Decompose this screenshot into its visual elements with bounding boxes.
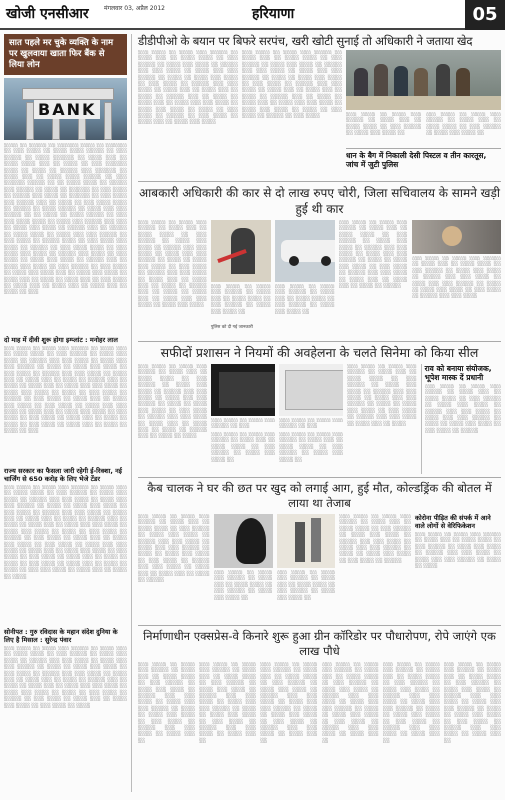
masthead [0,0,505,30]
story1-body: ░░░ ░░░░ ░░ ░░░░ ░░░ ░░░░░ ░░ ░░░░ ░░░ ░░ ░░░░ ░░░░ ░░ ░░░ ░░░░░ ░░ ░░░░ ░░░ ░░░░ ░░ ░░░░░ ░░░ ░░░ ░░░░ ░░ ░░░░ ░░░ ░░░ ░░░░░ ░░ ░░░░ ░░ ░░░░ ░░░ ░░░░ ░░ ░░░ ░░░░ ░░ ░░░░░ ░░░ ░░░ ░░░░ ░░ ░░░░ ░░░ ░░ ░░░░ ░░░ ░░ ░░░░ ░░ ░░░░░ ░░░ ░░ ░░░░ ░░ ░░░░ ░░░ ░░ ░░░░ ░░░ ░░░ ░░░░ ░░ ░░░░ ░░░ ░░░░ ░░ ░░░░ ░░ ░░░ ░░░░ ░░ ░░░░░ ░░ ░░░ ░░░░ ░░ ░░░░ ░░░ ░░ ░░░░ ░░░ ░░░░ ░░░ ░░░░ ░░ ░░░░ ░░░ ░░░░░ ░░ ░░░░ ░░░ ░░ ░░░░ ░░░░ ░░ ░░░ ░░░░░ ░░ ░░░░ ░░░ ░░░░ ░░ ░░░░░ ░░░ ░░░ ░░░░ ░░ ░░░░ ░░░ ░░░ ░░░░░ ░░ ░░░░ ░░ ░░░░ ░░░ ░░░░ ░░ ░░░ ░░░░ ░░ ░░░░░ ░░░ ░░░ ░░░░ ░░ ░░░░ ░░░ ░░ ░░░░ ░░░ ░░ ░░░░ ░░ ░░░░░ ░░░ ░░ ░░░░ ░░ ░░░░ ░░░ ░░ ░░░░ ░░░ ░░░ ░░░░ ░░ ░░░░ ░░░ ░░░░ ░░ ░░░░ ░░ ░░░ ░░░░ ░░ ░░░░░ ░░ ░░░ ░░░░ ░░░ ░░░░ ░░ ░░░░ ░░░ ░░░░░ ░░ ░░░░ ░░░ ░░ ░░░░ ░░░░ ░░ ░░░ ░░░░░ ░░ ░░░░ ░░░ ░░░░ ░░ ░░░ ░░░░ ░░ ░░░░ ░░░ ░░░░░ ░░ ░░░░ ░░░ ░░ ░░░░ ░░░░ ░░ ░░░ ░░░░░ ░░ ░░░░ ░░░ ░░░░ ░░ धान के बैग में निकाली देसी पिस्टल व तीन कारतूस, जांच में जुटी पुलिस [138,50,501,169]
masthead-brand: खोजी एनसीआर [6,6,89,22]
story3-headline: सफीदों प्रशासन ने नियमों की अवहेलना के चलते सिनेमा को किया सील [160,345,479,360]
story4-side-head: कोरोना पीड़ित की संपर्क में आने वाले लोगों से वेरिफिकेशन [415,514,491,530]
left-subhead-1: दो माह में दीवी शुरू होगा इम्प्लांट : मनोहर लाल [4,336,118,344]
left-column [4,34,132,792]
story4-photo-1 [214,514,273,568]
story3-side-head: राव को बनाया संयोजक, भूपेश मास्क दें प्रधानी [424,364,492,382]
story2-body: ░░░ ░░░░ ░░ ░░░░ ░░░ ░░░░░ ░░ ░░░░ ░░░ ░░ ░░░░ ░░░░ ░░ ░░░ ░░░░░ ░░ ░░░░ ░░░ ░░░░ ░░ ░░░░░ ░░░ ░░░ ░░░░ ░░ ░░░░ ░░░ ░░░ ░░░░░ ░░ ░░░░ ░░ ░░░░ ░░░ ░░░░ ░░ ░░░ ░░░░ ░░ ░░░░░ ░░░ ░░░ ░░░░ ░░ ░░░░ ░░░ ░░ ░░░░ ░░░ ░░ ░░░░ ░░ ░░░░░ ░░░ ░░ ░░░░ ░░ ░░░░ ░░░ ░░ ░░░░ ░░░ ░░░ ░░░░ ░░ ░░░░ ░░░ ░░░░ ░░░ ░░░░ ░░ ░░░░ ░░░ ░░░░░ ░░ ░░░░ ░░░ ░░ ░░░░ ░░░░ ░░ ░░░ ░░░░░ ░░ ░░░░ ░░░ ░░░░ ░░ ░░░ ░░░░ ░░ ░░░░ ░░░ ░░░░░ ░░ ░░░░ ░░░ ░░ ░░░░ ░░░░ ░░ ░░░ ░░░░░ ░░ ░░░░ ░░░ ░░░░ ░░ पुलिस को दी गई जानकारी ░░░ ░░░░ ░░ ░░░░ ░░░ ░░░░░ ░░ ░░░░ ░░░ ░░ ░░░░ ░░░░ ░░ ░░░ ░░░░░ ░░ ░░░░ ░░░ ░░░░ ░░ ░░░░░ ░░░ ░░░ ░░░░ ░░ ░░░░ ░░░ ░░░ ░░░░░ ░░ ░░░░ ░░ ░░░░ ░░░ ░░░░ ░░ ░░░ ░░░░ ░░ ░░░░░ ░░░ ░░░ ░░░░ ░░ ░░░░ ░░░ ░░ ░░░░ ░░░ ░░ ░░░░ ░░ ░░░░░ ░░░ ░░░░ ░░ ░░░░ ░░░ ░░░░░ ░░ ░░░░ ░░░ ░░ ░░░░ ░░░░ ░░ ░░░ ░░░░░ ░░ ░░░░ ░░░ ░░░░ ░░ ░░░░░ ░░░ ░░░ ░░░░ ░░ ░░░░ ░░░ ░░░ ░░░░░ ░░ ░░░░ ░░ ░░░░ ░░░ ░░░░ ░░ ░░░ ░░░░ ░░ ░░░░░ ░░░ ░░░ ░░░░ [138,220,501,330]
story3-body: ░░░ ░░░░ ░░ ░░░░ ░░░ ░░░░░ ░░ ░░░░ ░░░ ░░ ░░░░ ░░░░ ░░ ░░░ ░░░░░ ░░ ░░░░ ░░░ ░░░░ ░░ ░░░░░ ░░░ ░░░ ░░░░ ░░ ░░░░ ░░░ ░░░ ░░░░░ ░░ ░░░░ ░░ ░░░░ ░░░ ░░░░ ░░ ░░░ ░░░░ ░░ ░░░░░ ░░░ ░░░ ░░░░ ░░ ░░░░ ░░░ ░░ ░░░░ ░░░ ░░ ░░░░ ░░ ░░░░░ ░░░ ░░ ░░░░ ░░ ░░░░ ░░░ ░░░░ ░░ ░░░░ ░░░ ░░░░░ ░░ ░░░ ░░░ ░░░░ ░░ ░░░░ ░░░ ░░░░░ ░░ ░░░ ░░░ ░░░░ ░░ ░░░░ ░░░ ░░░░░ ░░ ░░░░ ░░░ ░░ ░░░░ ░░░░ ░░ ░░░ ░░░░░ ░░ ░░░░ ░░░ ░░░░ ░░ ░░░ ░░░░ ░░ ░░░░ ░░░ ░░░░░ ░░ ░░░░ ░░░ ░░ ░░░░ ░░░░ ░░ ░░░ ░░░░░ ░░ ░░░░ ░░░ ░░░░ ░░ ░░░ ░░░░ ░░ ░░░░ ░░░ ░░░░░ ░░ ░░░░ ░░░ ░░ ░░░░ ░░░░ ░░ ░░░ ░░░░░ ░░ ░░░░ ░░░ ░░░░ ░░ ░░░░░ ░░░ ░░░ ░░░░ ░░ ░░░░ ░░░ ░░░ ░░░░░ ░░ ░░░░ ░░ ░░░░ ░░░ ░░░░ ░░ ░░░ ░░░░ ░░ ░░░░░ ░░░ ░░░ ░░░░ ░░ ░░░░ ░░░ ░░ ░░░░ राव को बनाया संयोजक, भूपेश मास्क दें प्रधानी ░░░ ░░░░ ░░ ░░░░ ░░░ ░░░░░ ░░ ░░░░ ░░░ ░░ ░░░░ ░░░░ ░░ ░░░ ░░░░░ ░░ ░░░░ ░░░ ░░░░ ░░ ░░░░░ ░░░ ░░░ ░░░░ ░░ ░░░░ ░░░ ░░░ ░░░░░ ░░ ░░░░ ░░ ░░░░ ░░░ ░░░░ ░░ ░░░ ░░░░ ░░ ░░░░░ [138,364,501,474]
left-headline: सात पहले मर चुके व्यक्ति के नाम पर खुलवाया खाता फिर बैंक से लिया लोन [4,34,127,75]
story2-headline: आबकारी अधिकारी की कार से दो लाख रुपए चोरी, जिला सचिवालय के सामने खड़ी हुई थी कार [138,186,501,216]
left-subhead-3: सोनीपत : गुरु रविदास के महान संदेश दुनिया के लिए है मिसाल : सुरेन्द्र पंवार [4,628,118,644]
story1-photo [346,50,501,110]
story3-photo-1 [211,364,275,416]
left-article-2: ░░░ ░░░░ ░░ ░░░░ ░░░ ░░░░░ ░░ ░░░░ ░░░ ░░ ░░░░ ░░░░ ░░ ░░░ ░░░░░ ░░ ░░░░ ░░░ ░░░░ ░░ ░░░░░ ░░░ ░░░ ░░░░ ░░ ░░░░ ░░░ ░░░ ░░░░░ ░░ ░░░░ ░░ ░░░░ ░░░ ░░░░ ░░ ░░░ ░░░░ ░░ ░░░░░ ░░░ ░░░ ░░░░ ░░ ░░░░ ░░░ ░░ ░░░░ ░░░ ░░ ░░░░ ░░ ░░░░░ ░░░ ░░ ░░░░ ░░ ░░░░ ░░░ ░░ ░░░░ ░░░ ░░░ ░░░░ ░░ ░░░░ ░░░ ░░░░ ░░ ░░░░ ░░ ░░░ ░░░░ ░░ ░░░░░ ░░ ░░░ ░░░░ ░░ ░░░░ ░░░ ░░ ░░░░ ░░░ ░░░░ ░░ ░░░ ░░░░ ░░ ░░░░ ░░░ ░░░ ░░░░ ░░ ░░░░ ░░░ ░░ ░░░░ ░░░ ░░░░ ░░ ░░░ ░░░░ ░░ ░░░ ░░░░ ░░ ░░░░ ░░░ ░░ ░░░░ ░░ ░░░░ ░░ ░░░ ░░░░ ░░ ░░░░ ░░░ ░░ ░░░░ ░░ ░░░░ ░░ ░░░ [4,346,127,435]
masthead-section: हरियाणा [252,6,295,22]
left-article-3: ░░░ ░░░░ ░░ ░░░░ ░░░ ░░░░░ ░░ ░░░░ ░░░ ░░ ░░░░ ░░░░ ░░ ░░░ ░░░░░ ░░ ░░░░ ░░░ ░░░░ ░░ ░░░░░ ░░░ ░░░ ░░░░ ░░ ░░░░ ░░░ ░░░ ░░░░░ ░░ ░░░░ ░░ ░░░░ ░░░ ░░░░ ░░ ░░░ ░░░░ ░░ ░░░░░ ░░░ ░░░ ░░░░ ░░ ░░░░ ░░░ ░░ ░░░░ ░░░ ░░ ░░░░ ░░ ░░░░░ ░░░ ░░ ░░░░ ░░ ░░░░ ░░░ ░░ ░░░░ ░░░ ░░░ ░░░░ ░░ ░░░░ ░░░ ░░░░ ░░ ░░░░ ░░ ░░░ ░░░░ ░░ ░░░░░ ░░ ░░░ ░░░░ ░░ ░░░░ ░░░ ░░ ░░░░ ░░░ ░░░░ ░░ ░░░ ░░░░ ░░ ░░░░ ░░░ ░░░ ░░░░ ░░ ░░░░ ░░░ ░░ ░░░░ ░░░ ░░░░ ░░ ░░░ ░░░░ ░░ ░░░ ░░░░ ░░ ░░░░ ░░░ ░░ ░░░░ ░░ ░░░░ ░░ ░░░ ░░░░ ░░ ░░░░ ░░░ ░░ ░░░░ ░░ ░░░░ ░░ ░░░ ░░░ ░░░░ ░░ ░░░░ ░░░ ░░ ░░░░ ░░ ░░░░ [4,485,127,580]
story2-photo-1 [211,220,271,282]
story2-photo-3 [412,220,501,254]
story1-side-head: धान के बैग में निकाली देसी पिस्टल व तीन कारतूस, जांच में जुटी पुलिस [346,151,487,169]
left-subhead-2: राज्य सरकार का फैसला जारी रहेगी ई-रिक्शा, नई चार्जिंग से 650 करोड़ के लिए भेजे टेंडर [4,467,122,483]
bank-sign: BANK [34,100,100,119]
left-article-4: ░░░ ░░░░ ░░ ░░░░ ░░░ ░░░░░ ░░ ░░░░ ░░░ ░░ ░░░░ ░░░░ ░░ ░░░ ░░░░░ ░░ ░░░░ ░░░ ░░░░ ░░ ░░░░░ ░░░ ░░░ ░░░░ ░░ ░░░░ ░░░ ░░░ ░░░░░ ░░ ░░░░ ░░ ░░░░ ░░░ ░░░░ ░░ ░░░ ░░░░ ░░ ░░░░░ ░░░ ░░░ ░░░░ ░░ ░░░░ ░░░ ░░ ░░░░ ░░░ ░░ ░░░░ ░░ ░░░░░ ░░░ ░░ ░░░░ ░░ ░░░░ ░░░ ░░ ░░░░ ░░░ ░░░ ░░░░ ░░ ░░░░ ░░░ ░░░░ ░░ ░░░░ ░░ ░░░ ░░░░ ░░ ░░░░░ ░░ ░░░ ░░░░ ░░ ░░░░ ░░░ ░░ ░░░░ ░░░ ░░░░ ░░ ░░░ ░░░░ ░░ ░░░░ [4,646,127,709]
main-area [138,34,501,768]
story2-photo-2 [275,220,335,282]
story5-body: ░░░ ░░░░ ░░ ░░░░ ░░░ ░░░░░ ░░ ░░░░ ░░░ ░░ ░░░░ ░░░░ ░░ ░░░ ░░░░░ ░░ ░░░░ ░░░ ░░░░ ░░ ░░░░░ ░░░ ░░░ ░░░░ ░░ ░░░░ ░░░ ░░░ ░░░░░ ░░ ░░░░ ░░ ░░░░ ░░░ ░░░░ ░░ ░░░ ░░░░ ░░ ░░░░░ ░░░ ░░░ ░░░░ ░░ ░░░░ ░░░ ░░ ░░░ ░░░░ ░░ ░░░░ ░░░ ░░░░░ ░░ ░░░░ ░░░ ░░ ░░░░ ░░░░ ░░ ░░░ ░░░░░ ░░ ░░░░ ░░░ ░░░░ ░░ ░░░░░ ░░░ ░░░ ░░░░ ░░ ░░░░ ░░░ ░░░ ░░░░░ ░░ ░░░░ ░░ ░░░░ ░░░ ░░░░ ░░ ░░░ ░░░░ ░░ ░░░░░ ░░░ ░░░ ░░░░ ░░ ░░░░ ░░░ ░░ ░░░ ░░░░ ░░ ░░░░ ░░░ ░░░░░ ░░ ░░░░ ░░░ ░░ ░░░░ ░░░░ ░░ ░░░ ░░░░░ ░░ ░░░░ ░░░ ░░░░ ░░ ░░░░░ ░░░ ░░░ ░░░░ ░░ ░░░░ ░░░ ░░░ ░░░░░ ░░ ░░░░ ░░ ░░░░ ░░░ ░░░░ ░░ ░░░ ░░░░ ░░ ░░░░░ ░░░ ░░░ ░░░░ ░░ ░░░░ ░░░ ░░ ░░░ ░░░░ ░░ ░░░░ ░░░ ░░░░░ ░░ ░░░░ ░░░ ░░ ░░░░ ░░░░ ░░ ░░░ ░░░░░ ░░ ░░░░ ░░░ ░░░░ ░░ ░░░░░ ░░░ ░░░ ░░░░ ░░ ░░░░ ░░░ ░░░ ░░░░░ ░░ ░░░░ ░░ ░░░░ ░░░ ░░░░ ░░ ░░░ ░░░░ ░░ ░░░░░ ░░░ ░░░ ░░░░ ░░ ░░░░ ░░░ ░░ ░░░ ░░░░ ░░ ░░░░ ░░░ ░░░░░ ░░ ░░░░ ░░░ ░░ ░░░░ ░░░░ ░░ ░░░ ░░░░░ ░░ ░░░░ ░░░ ░░░░ ░░ ░░░░░ ░░░ ░░░ ░░░░ ░░ ░░░░ ░░░ ░░░ ░░░░░ ░░ ░░░░ ░░ ░░░░ ░░░ ░░░░ ░░ ░░░ ░░░░ ░░ ░░░░░ ░░░ ░░░ ░░░░ ░░ ░░░░ ░░░ ░░ ░░░ ░░░░ ░░ ░░░░ ░░░ ░░░░░ ░░ ░░░░ ░░░ ░░ ░░░░ ░░░░ ░░ ░░░ ░░░░░ ░░ ░░░░ ░░░ ░░░░ ░░ ░░░░░ ░░░ ░░░ ░░░░ ░░ ░░░░ ░░░ ░░░ ░░░░░ ░░ ░░░░ ░░ ░░░░ ░░░ ░░░░ ░░ ░░░ ░░░░ ░░ ░░░░░ ░░░ ░░░ ░░░░ ░░ ░░░░ ░░░ ░░ [138,662,502,744]
story2-caption: पुलिस को दी गई जानकारी [210,325,253,330]
story3-photo-2 [279,364,343,416]
left-article-1: ░░░░ ░░ ░░░░░ ░░ ░░░░░░ ░░░░ ░░ ░░░░░░ ░░ ░░░ ░░░░ ░░ ░░░░ ░░░░ ░░░░░ ░░ ░░░ ░░░░░ ░░ ░░░░ ░░░░░░ ░░ ░░░░ ░░░ ░░ ░░░░ ░░░░ ░░░ ░░ ░░░░ ░░ ░░░ ░░░░░░ ░░░░ ░░ ░░░░ ░░ ░░░░░ ░░░ ░░░░░░ ░░ ░░░░ ░░░ ░░ ░░░░ ░░░░ ░░░░░ ░░ ░░░ ░░░░░░ ░░░░░ ░░ ░░ ░░░░ ░░░░ ░░ ░░░░░ ░░░ ░░░░░ ░░ ░░░░ ░░ ░░░░░░ ░░ ░░░ ░░░░ ░░ ░░░░░ ░░░ ░░░░ ░░ ░░░░░░ ░░ ░░░ ░░░░ ░░░ ░░░░░ ░░░ ░░ ░░░░ ░░ ░░░ ░░░░ ░░░░ ░░ ░░░░░ ░░ ░░░░ ░░░░░ ░░ ░░░░ ░░░ ░░░ ░░░░░ ░░ ░░ ░░░░ ░░ ░░░░ ░░░░░ ░░ ░░░ ░░░ ░░░░ ░░░░ ░░ ░░░░ ░░░ ░░░░░ ░░░ ░░░ ░░ ░░░░ ░░░ ░░░░ ░░ ░░░░░ ░░░ ░░ ░░░░░ ░░ ░░░░ ░░░░ ░░ ░░░░ ░░░ ░░░ ░░░░░ ░░ ░░░ ░░░░ ░░ ░░░░░ ░░░░ ░░ ░░░ ░░░░ ░░░ ░░░░ ░░ ░░░░░ ░░ ░░░ ░░░░ ░░░░ ░░ ░░░ ░░░░ ░░░ ░░░░ ░░ ░░░░░ ░░░ ░░░░ ░░ ░░░ ░░░░ ░░ ░░░░ ░░░ ░░░░ ░░ ░░░░░ ░░░ ░░ ░░░░ ░░░ ░░░░ ░░ ░░░ ░░░░░ ░░ ░░░ ░░░░ ░░ ░░░░ ░░░ ░░░░ ░░░ ░░ ░░░░ ░░░ ░░░░ ░░ ░░░░ ░░░ ░░ ░░░░ ░░ ░░░░ ░░░ ░░ ░░░ ░░░░ ░░ ░░░░ ░░░ ░░ ░░░░ ░░░ ░░ ░░░░ ░░░ ░░ ░░░░ ░░ ░░░ [4,143,127,296]
page-number: 05 [465,0,505,30]
bank-photo [4,78,127,140]
masthead-date: मंगलवार 03, अप्रैल 2012 [104,5,165,12]
story1-headline: डीडीपीओ के बयान पर बिफरे सरपंच, खरी खोटी सुनाई तो अधिकारी ने जताया खेद [138,34,473,48]
story5-headline: निर्माणाधीन एक्सप्रेस-वे किनारे शुरू हुआ ग्रीन कॉरिडोर पर पौधारोपण, रोपे जाएंगे एक लाख पौधे [143,629,496,658]
story4-photo-2 [277,514,336,568]
story4-body: ░░░ ░░░░ ░░ ░░░░ ░░░ ░░░░░ ░░ ░░░░ ░░░ ░░ ░░░░ ░░░░ ░░ ░░░ ░░░░░ ░░ ░░░░ ░░░ ░░░░ ░░ ░░░░░ ░░░ ░░░ ░░░░ ░░ ░░░░ ░░░ ░░░ ░░░░░ ░░ ░░░░ ░░ ░░░░ ░░░ ░░░░ ░░ ░░░ ░░░░ ░░ ░░░░░ ░░░ ░░░ ░░░░ ░░ ░░░░ ░░░ ░░ ░░░░ ░░░ ░░ ░░░░ ░░ ░░░░░ ░░░ ░░░░ ░░ ░░░░ ░░░ ░░░░░ ░░ ░░░░ ░░░ ░░ ░░░░ ░░░░ ░░ ░░░ ░░░░░ ░░ ░░░░ ░░░ ░░░░ ░░ ░░░ ░░░░ ░░ ░░░░ ░░░ ░░░░░ ░░ ░░░░ ░░░ ░░ ░░░░ ░░░░ ░░ ░░░ ░░░░░ ░░ ░░░░ ░░░ ░░░░ ░░ ░░░ ░░░░ ░░ ░░░░ ░░░ ░░░░░ ░░ ░░░░ ░░░ ░░ ░░░░ ░░░░ ░░ ░░░ ░░░░░ ░░ ░░░░ ░░░ ░░░░ ░░ ░░░░░ ░░░ ░░░ ░░░░ ░░ ░░░░ ░░░ ░░░ ░░░░░ ░░ ░░░░ ░░ ░░░░ ░░░ ░░░░ ░░ ░░░ ░░░░ ░░ ░░░░░ कोरोना पीड़ित की संपर्क में आने वाले लोगों से वेरिफिकेशन ░░░ ░░░░ ░░ ░░░░ ░░░ ░░░░░ ░░ ░░░░ ░░░ ░░ ░░░░ ░░░░ ░░ ░░░ ░░░░░ ░░ ░░░░ ░░░ ░░░░ ░░ ░░░░░ ░░░ ░░░ ░░░░ ░░ ░░░░ ░░░ ░░░ ░░░░░ ░░ ░░░░ ░░ ░░░░ [138,514,501,601]
story4-headline: कैब चालक ने घर की छत पर खुद को लगाई आग, हुई मौत, कोल्डड्रिंक की बोतल में लाया था तेजाब [147,481,492,510]
